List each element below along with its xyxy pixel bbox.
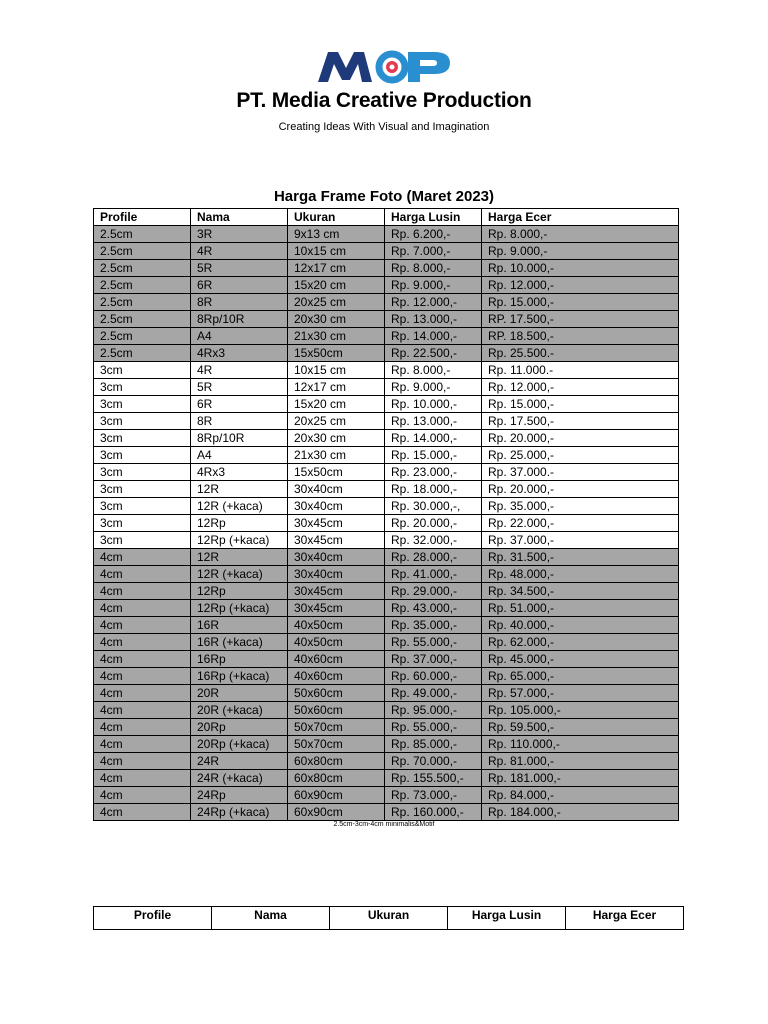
- cell-harga-lusin: Rp. 20.000,-: [385, 515, 482, 532]
- cell-harga-ecer: Rp. 181.000,-: [482, 770, 679, 787]
- cell-ukuran: 30x40cm: [288, 498, 385, 515]
- blank-header-profile: Profile: [94, 907, 212, 930]
- table-row: [94, 379, 679, 396]
- cell-harga-lusin: Rp. 70.000,-: [385, 753, 482, 770]
- cell-profile: 4cm: [94, 566, 191, 583]
- cell-harga-ecer: Rp. 25.500.-: [482, 345, 679, 362]
- cell-harga-ecer: Rp. 10.000,-: [482, 260, 679, 277]
- cell-profile: 2.5cm: [94, 311, 191, 328]
- cell-harga-lusin: Rp. 41.000,-: [385, 566, 482, 583]
- cell-profile: 4cm: [94, 600, 191, 617]
- cell-ukuran: 50x70cm: [288, 736, 385, 753]
- table-row: [94, 532, 679, 549]
- cell-profile: 4cm: [94, 634, 191, 651]
- table-row: [94, 430, 679, 447]
- price-table-header-row: [94, 209, 679, 226]
- table-row: [94, 651, 679, 668]
- table-row: [94, 634, 679, 651]
- price-table-title: Harga Frame Foto (Maret 2023): [273, 188, 495, 205]
- cell-ukuran: 30x40cm: [288, 481, 385, 498]
- cell-ukuran: 60x80cm: [288, 753, 385, 770]
- blank-header-harga-ecer: Harga Ecer: [566, 907, 684, 930]
- cell-harga-lusin: Rp. 14.000,-: [385, 430, 482, 447]
- table-row: [94, 498, 679, 515]
- cell-harga-lusin: Rp. 35.000,-: [385, 617, 482, 634]
- cell-nama: 24Rp: [191, 787, 288, 804]
- cell-harga-ecer: Rp. 25.000,-: [482, 447, 679, 464]
- cell-profile: 3cm: [94, 532, 191, 549]
- cell-ukuran: 50x60cm: [288, 702, 385, 719]
- cell-harga-ecer: Rp. 8.000,-: [482, 226, 679, 243]
- cell-nama: 12R: [191, 481, 288, 498]
- cell-nama: A4: [191, 328, 288, 345]
- cell-harga-ecer: Rp. 48.000,-: [482, 566, 679, 583]
- cell-profile: 2.5cm: [94, 294, 191, 311]
- cell-harga-ecer: Rp. 184.000,-: [482, 804, 679, 821]
- cell-ukuran: 30x45cm: [288, 583, 385, 600]
- cell-nama: 20R: [191, 685, 288, 702]
- cell-harga-lusin: Rp. 85.000,-: [385, 736, 482, 753]
- cell-harga-lusin: Rp. 160.000,-: [385, 804, 482, 821]
- cell-harga-ecer: Rp. 20.000,-: [482, 481, 679, 498]
- table-row: [94, 413, 679, 430]
- cell-ukuran: 30x45cm: [288, 515, 385, 532]
- cell-ukuran: 50x60cm: [288, 685, 385, 702]
- cell-nama: 16R (+kaca): [191, 634, 288, 651]
- cell-ukuran: 10x15 cm: [288, 243, 385, 260]
- table-row: [94, 753, 679, 770]
- cell-profile: 4cm: [94, 736, 191, 753]
- cell-harga-ecer: Rp. 17.500,-: [482, 413, 679, 430]
- cell-profile: 4cm: [94, 668, 191, 685]
- cell-profile: 2.5cm: [94, 277, 191, 294]
- cell-profile: 4cm: [94, 685, 191, 702]
- cell-profile: 3cm: [94, 481, 191, 498]
- cell-ukuran: 12x17 cm: [288, 379, 385, 396]
- cell-nama: 3R: [191, 226, 288, 243]
- cell-harga-lusin: Rp. 43.000,-: [385, 600, 482, 617]
- cell-nama: 12R: [191, 549, 288, 566]
- cell-harga-ecer: Rp. 65.000,-: [482, 668, 679, 685]
- cell-ukuran: 40x50cm: [288, 617, 385, 634]
- cell-harga-ecer: Rp. 59.500,-: [482, 719, 679, 736]
- cell-profile: 4cm: [94, 549, 191, 566]
- company-tagline: Creating Ideas With Visual and Imagination: [278, 121, 490, 133]
- table-row: [94, 464, 679, 481]
- cell-profile: 4cm: [94, 770, 191, 787]
- cell-harga-lusin: Rp. 73.000,-: [385, 787, 482, 804]
- cell-ukuran: 9x13 cm: [288, 226, 385, 243]
- cell-ukuran: 40x50cm: [288, 634, 385, 651]
- table-row: [94, 668, 679, 685]
- cell-profile: 3cm: [94, 362, 191, 379]
- cell-harga-ecer: Rp. 22.000,-: [482, 515, 679, 532]
- cell-harga-ecer: Rp. 105.000,-: [482, 702, 679, 719]
- blank-price-table: [93, 906, 684, 930]
- cell-ukuran: 15x50cm: [288, 464, 385, 481]
- cell-nama: 4R: [191, 362, 288, 379]
- table-row: [94, 277, 679, 294]
- cell-harga-lusin: Rp. 7.000,-: [385, 243, 482, 260]
- header-harga-lusin: Harga Lusin: [385, 209, 482, 226]
- table-row: [94, 260, 679, 277]
- cell-harga-ecer: Rp. 15.000,-: [482, 396, 679, 413]
- cell-harga-ecer: Rp. 37.000,-: [482, 532, 679, 549]
- cell-nama: 6R: [191, 396, 288, 413]
- cell-harga-ecer: Rp. 15.000,-: [482, 294, 679, 311]
- table-row: [94, 515, 679, 532]
- cell-ukuran: 20x30 cm: [288, 311, 385, 328]
- cell-ukuran: 12x17 cm: [288, 260, 385, 277]
- cell-harga-lusin: Rp. 18.000,-: [385, 481, 482, 498]
- table-row: [94, 583, 679, 600]
- company-logo: [316, 48, 452, 84]
- cell-harga-lusin: Rp. 10.000,-: [385, 396, 482, 413]
- header-nama: Nama: [191, 209, 288, 226]
- cell-harga-ecer: Rp. 81.000,-: [482, 753, 679, 770]
- blank-table-header-row: [94, 907, 684, 930]
- cell-profile: 4cm: [94, 753, 191, 770]
- cell-harga-lusin: Rp. 95.000,-: [385, 702, 482, 719]
- cell-harga-lusin: Rp. 32.000,-: [385, 532, 482, 549]
- cell-nama: 4R: [191, 243, 288, 260]
- blank-header-ukuran: Ukuran: [330, 907, 448, 930]
- cell-ukuran: 30x40cm: [288, 566, 385, 583]
- cell-profile: 4cm: [94, 702, 191, 719]
- table-row: [94, 617, 679, 634]
- cell-nama: 12R (+kaca): [191, 566, 288, 583]
- table-row: [94, 447, 679, 464]
- cell-nama: 12R (+kaca): [191, 498, 288, 515]
- cell-profile: 4cm: [94, 719, 191, 736]
- cell-harga-ecer: Rp. 11.000.-: [482, 362, 679, 379]
- cell-ukuran: 50x70cm: [288, 719, 385, 736]
- table-row: [94, 719, 679, 736]
- cell-ukuran: 20x30 cm: [288, 430, 385, 447]
- cell-harga-ecer: Rp. 35.000,-: [482, 498, 679, 515]
- cell-nama: 24R: [191, 753, 288, 770]
- cell-profile: 3cm: [94, 464, 191, 481]
- cell-profile: 3cm: [94, 515, 191, 532]
- cell-harga-ecer: Rp. 12.000,-: [482, 379, 679, 396]
- cell-harga-ecer: RP. 18.500,-: [482, 328, 679, 345]
- cell-nama: 5R: [191, 260, 288, 277]
- cell-profile: 3cm: [94, 447, 191, 464]
- cell-ukuran: 10x15 cm: [288, 362, 385, 379]
- cell-nama: 12Rp: [191, 515, 288, 532]
- cell-profile: 2.5cm: [94, 226, 191, 243]
- table-row: [94, 600, 679, 617]
- cell-ukuran: 15x20 cm: [288, 277, 385, 294]
- cell-harga-ecer: Rp. 62.000,-: [482, 634, 679, 651]
- table-row: [94, 294, 679, 311]
- table-row: [94, 226, 679, 243]
- cell-harga-lusin: Rp. 8.000,-: [385, 260, 482, 277]
- cell-profile: 3cm: [94, 498, 191, 515]
- table-row: [94, 685, 679, 702]
- header-harga-ecer: Harga Ecer: [482, 209, 679, 226]
- cell-nama: 12Rp (+kaca): [191, 600, 288, 617]
- cell-harga-ecer: Rp. 110.000,-: [482, 736, 679, 753]
- table-row: [94, 549, 679, 566]
- cell-harga-lusin: Rp. 23.000,-: [385, 464, 482, 481]
- cell-harga-lusin: Rp. 29.000,-: [385, 583, 482, 600]
- logo-letter-p: [408, 52, 450, 82]
- cell-harga-lusin: Rp. 155.500,-: [385, 770, 482, 787]
- cell-nama: 4Rx3: [191, 345, 288, 362]
- cell-harga-lusin: Rp. 12.000,-: [385, 294, 482, 311]
- cell-harga-lusin: Rp. 37.000,-: [385, 651, 482, 668]
- company-name: PT. Media Creative Production: [236, 89, 532, 112]
- table-row: [94, 787, 679, 804]
- cell-nama: 12Rp: [191, 583, 288, 600]
- cell-nama: 6R: [191, 277, 288, 294]
- cell-profile: 4cm: [94, 617, 191, 634]
- cell-harga-lusin: Rp. 55.000,-: [385, 719, 482, 736]
- cell-harga-ecer: Rp. 51.000,-: [482, 600, 679, 617]
- blank-header-harga-lusin: Harga Lusin: [448, 907, 566, 930]
- header-profile: Profile: [94, 209, 191, 226]
- cell-ukuran: 40x60cm: [288, 651, 385, 668]
- table-row: [94, 736, 679, 753]
- cell-nama: 4Rx3: [191, 464, 288, 481]
- cell-harga-ecer: RP. 17.500,-: [482, 311, 679, 328]
- cell-nama: 16Rp (+kaca): [191, 668, 288, 685]
- table-row: [94, 362, 679, 379]
- cell-harga-lusin: Rp. 6.200,-: [385, 226, 482, 243]
- cell-ukuran: 15x20 cm: [288, 396, 385, 413]
- cell-nama: 8R: [191, 413, 288, 430]
- cell-profile: 3cm: [94, 413, 191, 430]
- cell-harga-ecer: Rp. 9.000,-: [482, 243, 679, 260]
- cell-profile: 3cm: [94, 430, 191, 447]
- cell-ukuran: 60x90cm: [288, 787, 385, 804]
- table-footnote: 2.5cm-3cm-4cm minimalis&Motif: [333, 821, 435, 828]
- cell-ukuran: 30x45cm: [288, 532, 385, 549]
- cell-ukuran: 20x25 cm: [288, 294, 385, 311]
- table-row: [94, 328, 679, 345]
- cell-profile: 2.5cm: [94, 328, 191, 345]
- cell-profile: 4cm: [94, 583, 191, 600]
- cell-nama: 24R (+kaca): [191, 770, 288, 787]
- cell-profile: 3cm: [94, 396, 191, 413]
- cell-harga-lusin: Rp. 60.000,-: [385, 668, 482, 685]
- cell-nama: A4: [191, 447, 288, 464]
- cell-harga-lusin: Rp. 15.000,-: [385, 447, 482, 464]
- cell-profile: 3cm: [94, 379, 191, 396]
- cell-profile: 4cm: [94, 787, 191, 804]
- cell-harga-lusin: Rp. 55.000,-: [385, 634, 482, 651]
- cell-ukuran: 60x90cm: [288, 804, 385, 821]
- cell-ukuran: 20x25 cm: [288, 413, 385, 430]
- cell-nama: 8R: [191, 294, 288, 311]
- table-row: [94, 804, 679, 821]
- cell-nama: 5R: [191, 379, 288, 396]
- table-row: [94, 243, 679, 260]
- cell-profile: 4cm: [94, 804, 191, 821]
- cell-harga-ecer: Rp. 84.000,-: [482, 787, 679, 804]
- cell-ukuran: 60x80cm: [288, 770, 385, 787]
- cell-harga-lusin: Rp. 13.000,-: [385, 311, 482, 328]
- cell-ukuran: 15x50cm: [288, 345, 385, 362]
- cell-harga-lusin: Rp. 9.000,-: [385, 277, 482, 294]
- cell-profile: 2.5cm: [94, 260, 191, 277]
- table-row: [94, 311, 679, 328]
- cell-ukuran: 40x60cm: [288, 668, 385, 685]
- cell-harga-lusin: Rp. 28.000,-: [385, 549, 482, 566]
- cell-harga-lusin: Rp. 14.000,-: [385, 328, 482, 345]
- table-row: [94, 345, 679, 362]
- blank-header-nama: Nama: [212, 907, 330, 930]
- cell-nama: 20Rp: [191, 719, 288, 736]
- table-row: [94, 770, 679, 787]
- cell-nama: 16Rp: [191, 651, 288, 668]
- cell-ukuran: 30x45cm: [288, 600, 385, 617]
- cell-nama: 20Rp (+kaca): [191, 736, 288, 753]
- cell-harga-ecer: Rp. 20.000,-: [482, 430, 679, 447]
- cell-harga-lusin: Rp. 9.000,-: [385, 379, 482, 396]
- cell-nama: 20R (+kaca): [191, 702, 288, 719]
- table-row: [94, 702, 679, 719]
- header-ukuran: Ukuran: [288, 209, 385, 226]
- cell-profile: 4cm: [94, 651, 191, 668]
- cell-harga-ecer: Rp. 57.000,-: [482, 685, 679, 702]
- cell-nama: 24Rp (+kaca): [191, 804, 288, 821]
- cell-ukuran: 21x30 cm: [288, 447, 385, 464]
- cell-harga-ecer: Rp. 31.500,-: [482, 549, 679, 566]
- cell-profile: 2.5cm: [94, 345, 191, 362]
- cell-ukuran: 21x30 cm: [288, 328, 385, 345]
- table-row: [94, 566, 679, 583]
- cell-harga-ecer: Rp. 37.000.-: [482, 464, 679, 481]
- cell-harga-ecer: Rp. 12.000,-: [482, 277, 679, 294]
- cell-harga-lusin: Rp. 30.000,-,: [385, 498, 482, 515]
- cell-harga-ecer: Rp. 34.500,-: [482, 583, 679, 600]
- cell-harga-lusin: Rp. 22.500,-: [385, 345, 482, 362]
- table-row: [94, 481, 679, 498]
- cell-nama: 8Rp/10R: [191, 311, 288, 328]
- cell-harga-lusin: Rp. 8.000,-: [385, 362, 482, 379]
- logo-letter-m: [318, 52, 372, 82]
- cell-profile: 2.5cm: [94, 243, 191, 260]
- cell-ukuran: 30x40cm: [288, 549, 385, 566]
- cell-harga-ecer: Rp. 40.000,-: [482, 617, 679, 634]
- cell-nama: 16R: [191, 617, 288, 634]
- cell-nama: 12Rp (+kaca): [191, 532, 288, 549]
- table-row: [94, 396, 679, 413]
- cell-harga-lusin: Rp. 49.000,-: [385, 685, 482, 702]
- cell-nama: 8Rp/10R: [191, 430, 288, 447]
- cell-harga-lusin: Rp. 13.000,-: [385, 413, 482, 430]
- cell-harga-ecer: Rp. 45.000,-: [482, 651, 679, 668]
- price-table: [93, 208, 679, 821]
